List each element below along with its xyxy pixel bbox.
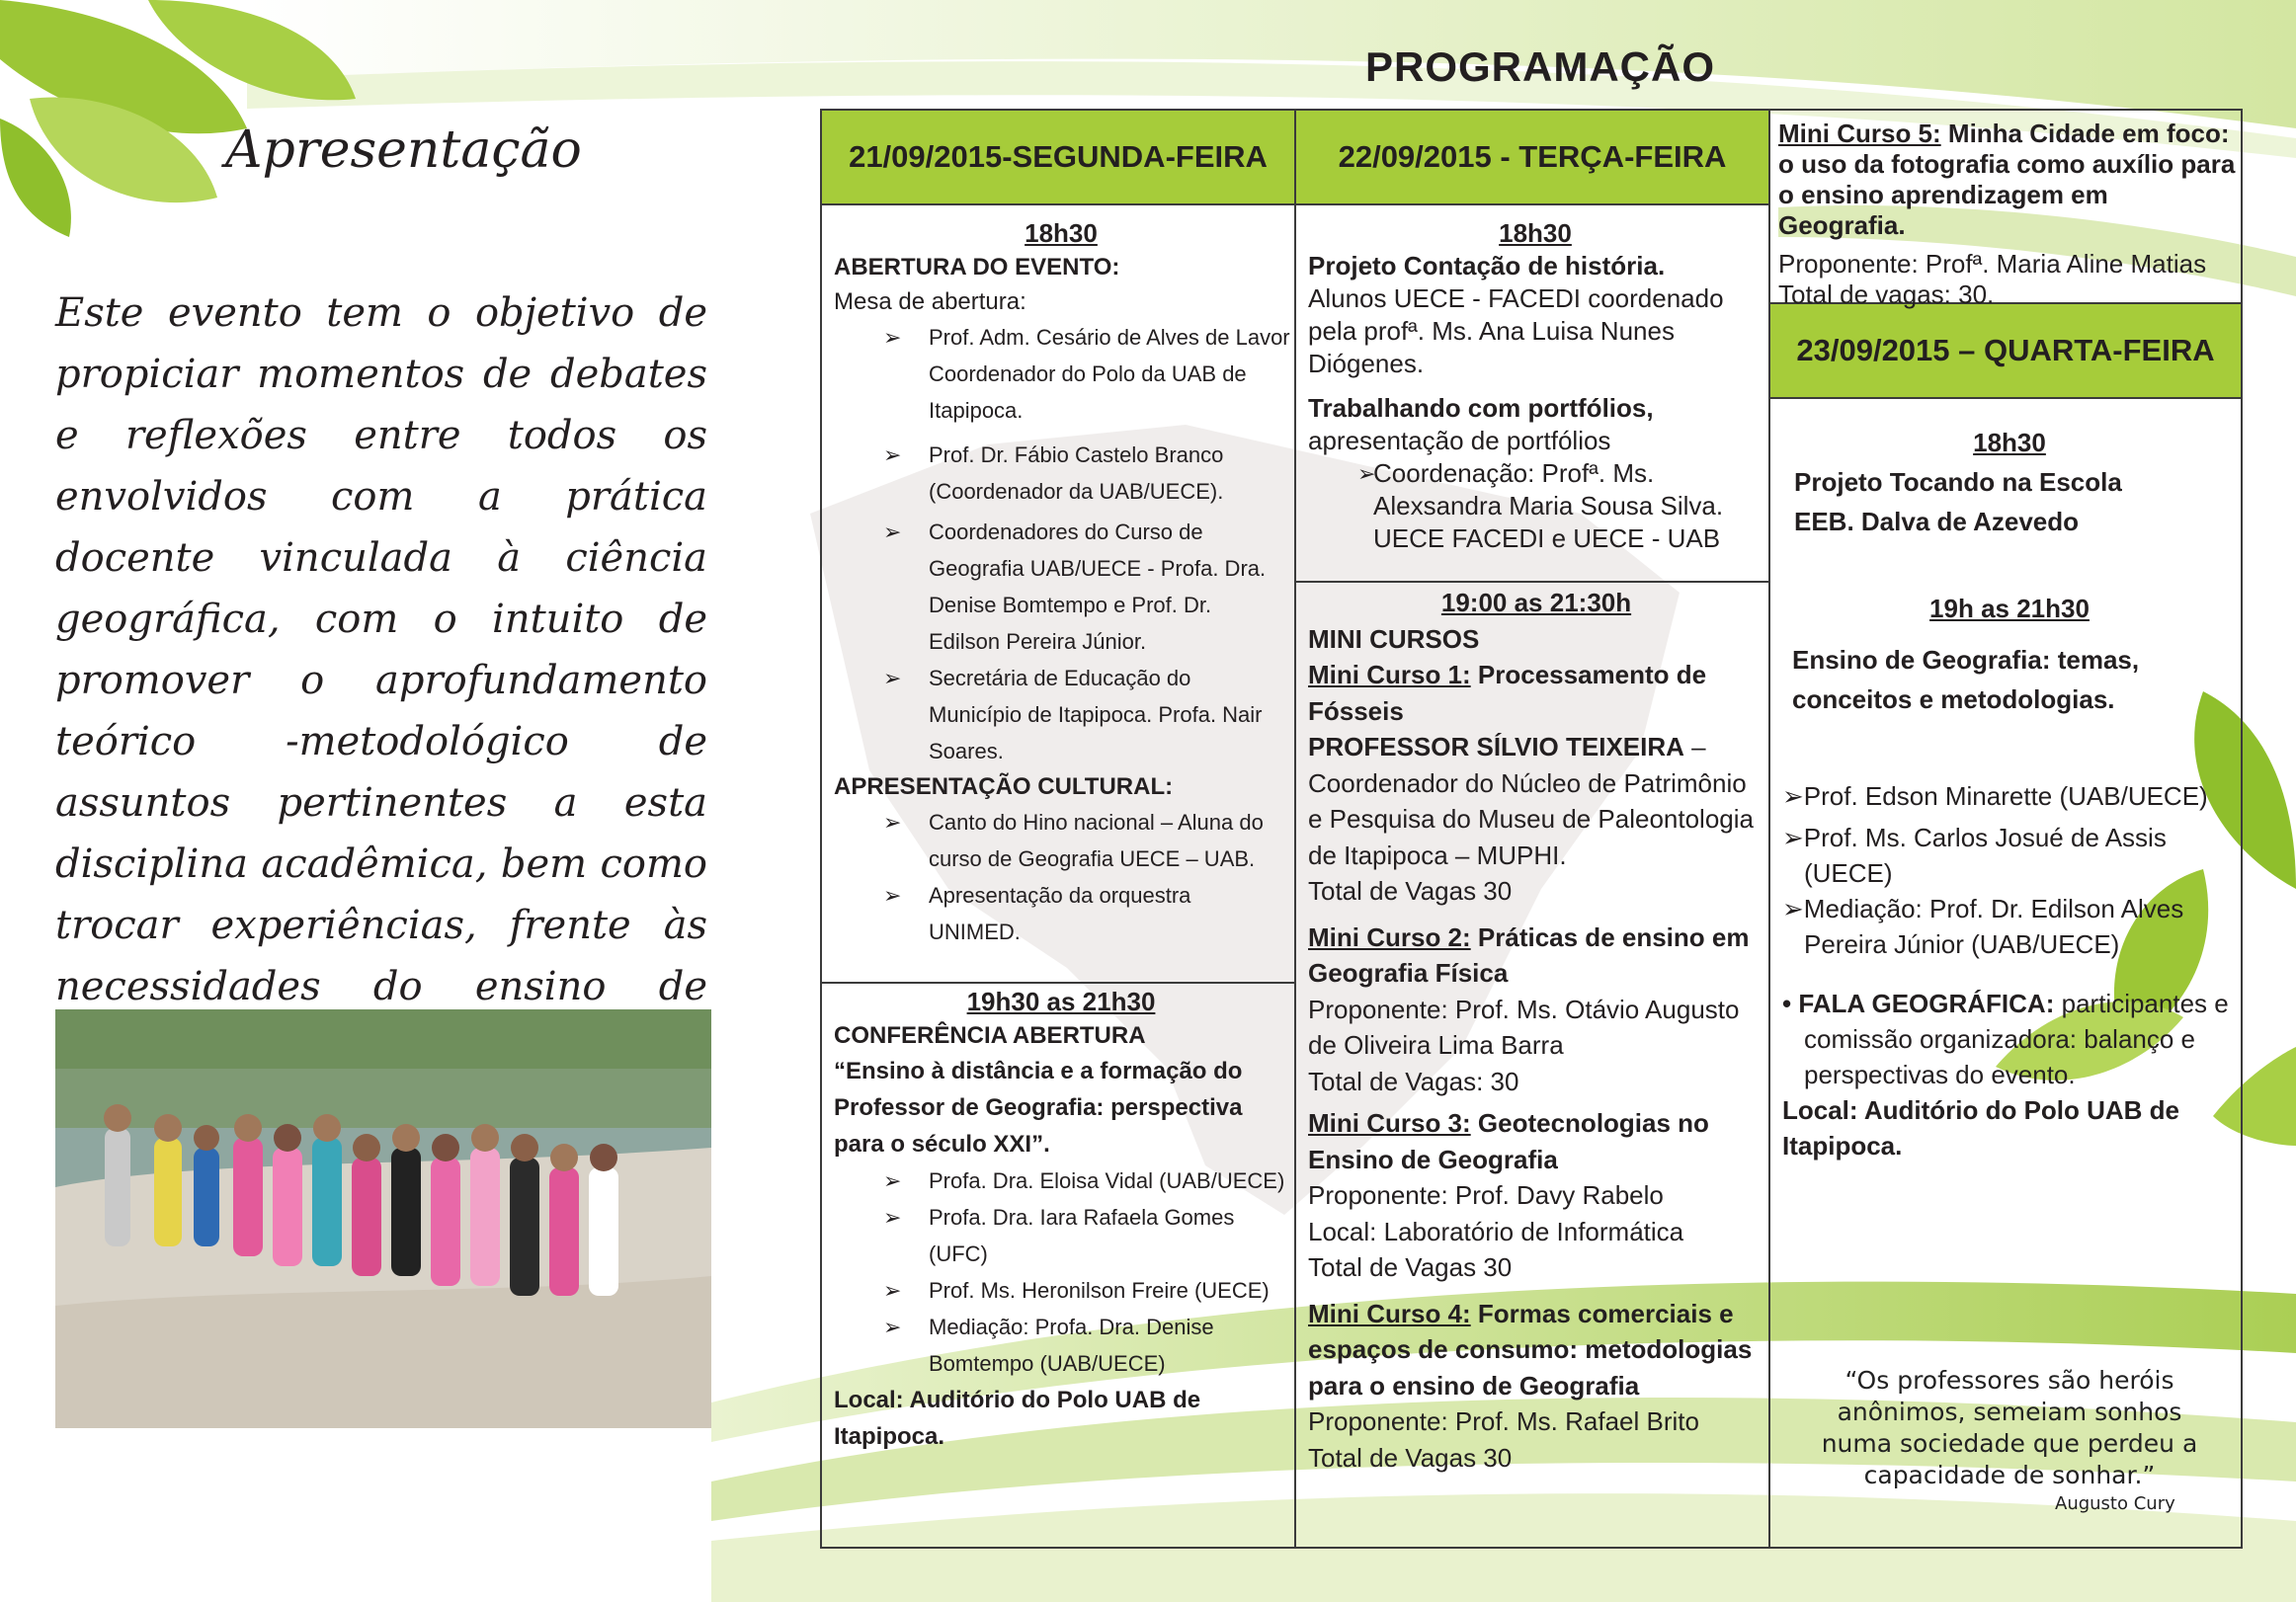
day2-mc4-vagas: Total de Vagas 30 [1308, 1442, 1513, 1473]
list-item: ➢ Prof. Ms. Heronilson Freire (UECE) [834, 1272, 1288, 1309]
mc5-block [1778, 119, 2237, 310]
day2-time2: 19:00 as 21:30h [1440, 588, 1632, 617]
day2-mini-label: MINI CURSOS [1308, 623, 1480, 654]
list-item: ➢ Profa. Dra. Eloisa Vidal (UAB/UECE) [834, 1162, 1288, 1199]
day2-block1 [1308, 217, 1763, 555]
day2-projeto-desc: Alunos UECE - FACEDI coordenado pela profª. Ms. Ana Luisa Nunes Diógenes. [1308, 283, 1724, 378]
day2-mc1-vagas: Total de Vagas 30 [1308, 876, 1513, 906]
day3-fala: • FALA GEOGRÁFICA: participantes e comissão organizadora: balanço e perspectivas do evento. [1782, 989, 2229, 1089]
day1-divider [820, 982, 1296, 984]
day1-mesa: Mesa de abertura: [834, 288, 1026, 315]
day3-item-2: ➢Prof. Ms. Carlos Josué de Assis (UECE) [1782, 823, 2167, 888]
day1-local: Local: Auditório do Polo UAB de Itapipoca. [834, 1387, 1201, 1450]
day2-mc4-prop: Proponente: Prof. Ms. Rafael Brito [1308, 1406, 1699, 1436]
day1-block1 [834, 217, 1288, 950]
day1-header: 21/09/2015-SEGUNDA-FEIRA [820, 109, 1296, 205]
day2-portfolio-desc: apresentação de portfólios [1308, 426, 1611, 455]
day2-mc1: Mini Curso 1: Processamento de Fósseis [1308, 660, 1707, 726]
day1-conf-label: CONFERÊNCIA ABERTURA [834, 1022, 1146, 1049]
group-photo [55, 1009, 711, 1428]
day1-abertura-label: ABERTURA DO EVENTO: [834, 254, 1120, 280]
apresentacao-title: Apresentação [225, 120, 582, 180]
day1-time1: 18h30 [1025, 218, 1098, 248]
day1-time2: 19h30 as 21h30 [966, 987, 1156, 1016]
day1-conf-title: “Ensino à distância e a formação do Professor de Geografia: perspectiva para o século XXI”. [834, 1058, 1243, 1158]
day2-mc3-prop: Proponente: Prof. Davy Rabelo [1308, 1180, 1664, 1210]
program-grid [820, 109, 2243, 1549]
mc5-title: Mini Curso 5: Minha Cidade em foco: o uso da fotografia como auxílio para o ensino aprendizagem em Geografia. [1778, 119, 2236, 240]
day2-portfolio-list [1308, 457, 1763, 555]
day2-mc4: Mini Curso 4: Formas comerciais e espaços de consumo: metodologias para o ensino de Geografia [1308, 1298, 1753, 1401]
page-title: PROGRAMAÇÃO [1365, 43, 1715, 90]
day2-portfolio-title: Trabalhando com portfólios, [1308, 393, 1654, 423]
day3-block [1782, 423, 2237, 1163]
day2-mc3-local: Local: Laboratório de Informática [1308, 1216, 1684, 1246]
day2-time1: 18h30 [1499, 218, 1572, 248]
day3-header: 23/09/2015 – QUARTA-FEIRA [1768, 302, 2243, 399]
day3-projeto: Projeto Tocando na Escola [1794, 467, 2122, 497]
list-item: ➢ Mediação: Profa. Dra. Denise Bomtempo (UAB/UECE) [834, 1309, 1288, 1382]
day2-projeto: Projeto Contação de história. [1308, 251, 1666, 280]
mc5-prop: Proponente: Profª. Maria Aline Matias [1778, 249, 2207, 279]
day3-time1: 18h30 [1973, 428, 2046, 457]
day1-block2 [834, 986, 1288, 1455]
apresentacao-text: Este evento tem o objetivo de propiciar momentos de debates e reflexões entre todos os envolvidos com a prática docente vinculada à ciência geográfica, com o intuito de promover o aprofundamento teórico -metodológico de assuntos pertinentes a esta disciplina acadêmica, bem como trocar experiências, frente às necessidades do ensino de [55, 290, 707, 1009]
day1-mesa-list [834, 319, 1288, 769]
day2-mc3: Mini Curso 3: Geotecnologias no Ensino de Geografia [1308, 1108, 1709, 1174]
quote-author: Augusto Cury [2055, 1493, 2175, 1514]
day2-block2 [1308, 585, 1764, 1476]
day3-item-1: ➢Prof. Edson Minarette (UAB/UECE) [1782, 781, 2208, 811]
day1-cultural-list [834, 804, 1288, 950]
list-item: ➢ Canto do Hino nacional – Aluna do curso de Geografia UECE – UAB. [834, 804, 1288, 877]
day2-mc2: Mini Curso 2: Práticas de ensino em Geografia Física [1308, 921, 1750, 988]
list-item: ➢ Coordenação: Profª. Ms. Alexsandra Maria Sousa Silva. UECE FACEDI e UECE - UAB [1308, 457, 1763, 555]
list-item: ➢ Secretária de Educação do Município de Itapipoca. Profa. Nair Soares. [834, 660, 1288, 769]
quote-text: “Os professores são heróis anônimos, semeiam sonhos numa sociedade que perdeu a capacidade de sonhar.” [1821, 1366, 2198, 1489]
list-item: ➢ Apresentação da orquestra UNIMED. [834, 877, 1288, 950]
day1-conf-list [834, 1162, 1288, 1382]
list-item: ➢ Coordenadores do Curso de Geografia UAB/UECE - Profa. Dra. Denise Bomtempo e Prof. Dr. Edilson Pereira Júnior. [834, 514, 1288, 660]
day2-mc1-desc: PROFESSOR SÍLVIO TEIXEIRA – Coordenador do Núcleo de Patrimônio e Pesquisa do Museu de Paleontologia de Itapipoca – MUPHI. [1308, 732, 1754, 870]
day2-divider [1294, 581, 1770, 583]
day3-item-3: ➢Mediação: Prof. Dr. Edilson Alves Pereira Júnior (UAB/UECE) [1782, 894, 2184, 959]
list-item: ➢ Prof. Adm. Cesário de Alves de Lavor Coordenador do Polo da UAB de Itapipoca. [834, 319, 1300, 429]
day3-escola: EEB. Dalva de Azevedo [1794, 507, 2080, 536]
day3-ensino-title: Ensino de Geografia: temas, conceitos e metodologias. [1792, 645, 2140, 714]
day3-local: Local: Auditório do Polo UAB de Itapipoca. [1782, 1095, 2180, 1161]
mc5-vagas: Total de vagas: 30. [1778, 280, 1995, 309]
day1-cultural-label: APRESENTAÇÃO CULTURAL: [834, 773, 1174, 800]
list-item: ➢ Profa. Dra. Iara Rafaela Gomes (UFC) [834, 1199, 1288, 1272]
day2-mc2-prop: Proponente: Prof. Ms. Otávio Augusto de Oliveira Lima Barra [1308, 994, 1740, 1060]
day2-header: 22/09/2015 - TERÇA-FEIRA [1294, 109, 1770, 205]
list-item: ➢ Prof. Dr. Fábio Castelo Branco (Coordenador da UAB/UECE). [834, 437, 1288, 510]
day2-mc3-vagas: Total de Vagas 30 [1308, 1252, 1513, 1282]
day3-time2: 19h as 21h30 [1929, 594, 2090, 623]
day2-mc2-vagas: Total de Vagas: 30 [1308, 1066, 1519, 1096]
